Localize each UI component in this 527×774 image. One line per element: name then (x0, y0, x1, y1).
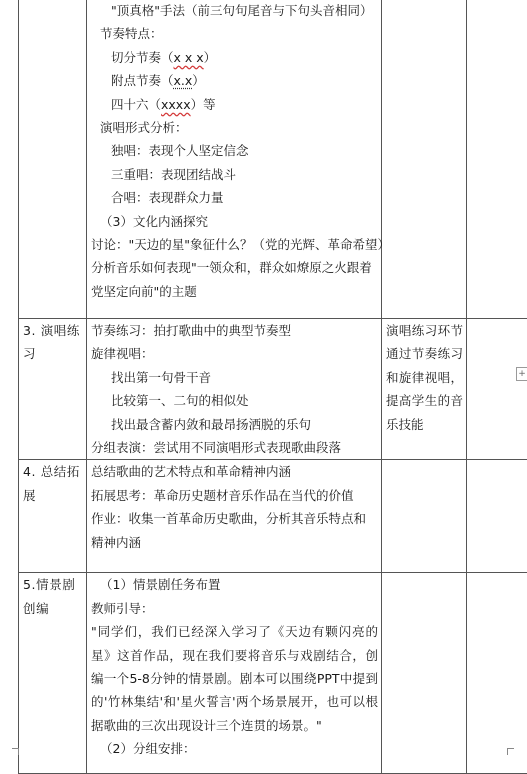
content-line: （3）文化内涵探究 (91, 210, 378, 233)
rhythm-notation: xxxx (161, 97, 191, 112)
stage-label: 5.情景剧创编 (23, 573, 84, 620)
stage-cell (19, 573, 87, 774)
content-line: "同学们，我们已经深入学习了《天边有颗闪亮的星》这首作品，现在我们要将音乐与戏剧结合，创编一个5-8分钟的情景剧。剧本可以围绕PPT中提到的'竹林集结'和'星火誓言'两个场景展开，也可以根据歌曲的三次出现设计三个连贯的场景。" (91, 620, 378, 737)
content-line: （1）情景剧任务布置 (91, 573, 378, 596)
stage-label: 4. 总结拓展 (23, 460, 84, 507)
content-line: 节奏练习：拍打歌曲中的典型节奏型 (91, 319, 378, 342)
note-cell (382, 573, 467, 774)
table-row (19, 0, 527, 319)
note-cell (382, 0, 467, 319)
note-text: 演唱练习环节通过节奏练习和旋律视唱，提高学生的音乐技能 (386, 319, 463, 436)
stage-cell (19, 319, 87, 460)
content-line: 找出第一句骨干音 (91, 366, 378, 389)
content-line: 讨论："天边的星"象征什么？（党的光辉、革命希望） (91, 233, 378, 256)
table-row (19, 460, 527, 573)
rhythm-notation: x.x (174, 73, 193, 88)
content-line: 四十六（xxxx）等 (91, 93, 378, 116)
content-cell (87, 460, 382, 573)
content-line: 演唱形式分析： (91, 116, 378, 139)
table-row (19, 573, 527, 774)
content-line: 找出最含蓄内敛和最昂扬洒脱的乐句 (91, 413, 378, 436)
content-line: "顶真格"手法（前三句句尾音与下句头音相同） (91, 0, 378, 22)
note-cell (382, 460, 467, 573)
content-line: 合唱：表现群众力量 (91, 186, 378, 209)
content-line: 三重唱：表现团结战斗 (91, 163, 378, 186)
content-line: 附点节奏（x.x） (91, 69, 378, 92)
content-line: 节奏特点： (91, 22, 378, 45)
crop-mark-icon (507, 748, 514, 755)
stage-cell (19, 0, 87, 319)
table-row (19, 319, 527, 460)
content-line: 总结歌曲的艺术特点和革命精神内涵 (91, 460, 378, 483)
blank-cell (467, 319, 527, 460)
content-cell (87, 319, 382, 460)
content-line: 独唱：表现个人坚定信念 (91, 139, 378, 162)
lesson-plan-table (18, 0, 527, 774)
content-line: 分析音乐如何表现"一领众和，群众如燎原之火跟着党坚定向前"的主题 (91, 256, 378, 303)
crop-mark-icon (12, 748, 19, 755)
note-cell (382, 319, 467, 460)
content-line: （2）分组安排： (91, 737, 378, 760)
content-cell (87, 573, 382, 774)
content-line: 拓展思考：革命历史题材音乐作品在当代的价值 (91, 484, 378, 507)
content-line: 教师引导： (91, 597, 378, 620)
blank-cell (467, 460, 527, 573)
rhythm-notation: x x x (174, 50, 204, 65)
blank-cell (467, 573, 527, 774)
blank-cell (467, 0, 527, 319)
content-line: 切分节奏（x x x） (91, 46, 378, 69)
content-line: 作业：收集一首革命历史歌曲，分析其音乐特点和精神内涵 (91, 507, 378, 554)
content-line: 分组表演：尝试用不同演唱形式表现歌曲段落 (91, 436, 378, 459)
table-move-handle-icon[interactable]: + (516, 367, 527, 381)
stage-cell (19, 460, 87, 573)
content-cell (87, 0, 382, 319)
content-line: 旋律视唱： (91, 342, 378, 365)
content-line: 比较第一、二句的相似处 (91, 389, 378, 412)
stage-label: 3. 演唱练习 (23, 319, 84, 366)
